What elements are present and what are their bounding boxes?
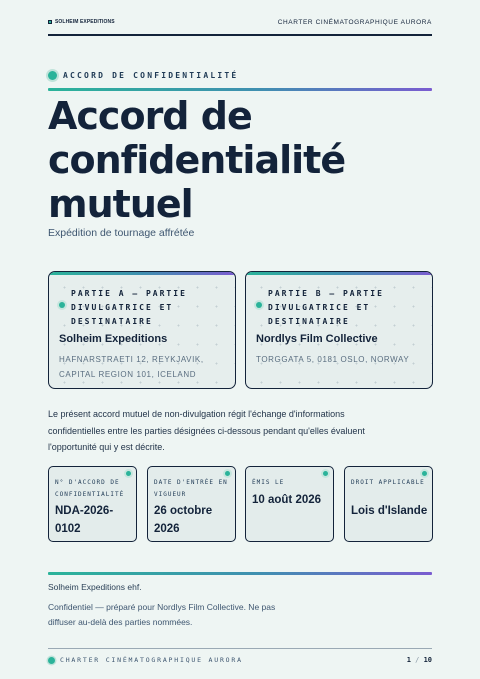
- document-title: Accord de confidentialité mutuel: [48, 94, 346, 226]
- meta-value: 10 août 2026: [252, 494, 322, 506]
- document-subtitle: Expédition de tournage affrétée: [48, 227, 195, 239]
- party-name: Nordlys Film Collective: [256, 333, 378, 345]
- party-role-label: PARTIE B — PARTIE DIVULGATRICE ET DESTINATAIRE: [268, 289, 384, 326]
- document-page: [48, 0, 432, 679]
- confidentiality-notice: Confidentiel — préparé pour Nordlys Film Collective. Ne pas diffuser au-delà des parties nommées.: [48, 602, 276, 627]
- meta-label: N° D'ACCORD DE CONFIDENTIALITÉ: [55, 479, 125, 498]
- meta-dot-icon: [225, 471, 230, 476]
- meta-issued-date: [245, 466, 334, 542]
- eyebrow-label: ACCORD DE CONFIDENTIALITÉ: [63, 71, 239, 80]
- total-pages: 10: [423, 656, 432, 664]
- party-role-label: PARTIE A — PARTIE DIVULGATRICE ET DESTINATAIRE: [71, 289, 187, 326]
- closing-accent-rule: [48, 572, 432, 575]
- party-address: HAFNARSTRAETI 12, REYKJAVIK, CAPITAL REGION 101, ICELAND: [59, 355, 204, 379]
- meta-dot-icon: [422, 471, 427, 476]
- company-legal-name: Solheim Expeditions ehf.: [48, 582, 142, 592]
- party-a-card: [48, 271, 236, 389]
- eyebrow: [48, 71, 238, 80]
- page-number: [407, 656, 432, 664]
- current-page: 1: [406, 656, 411, 664]
- meta-dot-icon: [323, 471, 328, 476]
- brand: [48, 19, 115, 25]
- party-name: Solheim Expeditions: [59, 333, 168, 345]
- brand-name: SOLHEIM EXPEDITIONS: [55, 19, 115, 25]
- footer-brand: [48, 656, 243, 664]
- footer-divider: [48, 648, 432, 649]
- meta-value: NDA-2026-0102: [55, 505, 114, 535]
- meta-value: 26 octobre 2026: [154, 505, 213, 535]
- meta-effective-date: [147, 466, 236, 542]
- brand-logo-icon: [48, 20, 52, 24]
- meta-agreement-number: [48, 466, 137, 542]
- party-dot-icon: [59, 302, 65, 308]
- party-b-card: [245, 271, 433, 389]
- header-project-title: CHARTER CINÉMATOGRAPHIQUE AURORA: [277, 18, 432, 26]
- eyebrow-dot-icon: [48, 71, 57, 80]
- header-divider: [48, 34, 432, 36]
- footer-title: CHARTER CINÉMATOGRAPHIQUE AURORA: [60, 656, 243, 664]
- page-separator: /: [415, 656, 420, 664]
- footer-dot-icon: [48, 657, 55, 664]
- meta-dot-icon: [126, 471, 131, 476]
- party-address: TORGGATA 5, 0181 OSLO, NORWAY: [256, 355, 410, 364]
- meta-value: Lois d'Islande: [351, 505, 428, 517]
- page-footer: [48, 656, 432, 664]
- accent-rule: [48, 88, 432, 91]
- meta-governing-law: [344, 466, 433, 542]
- page-header: [48, 17, 432, 27]
- meta-label: ÉMIS LE: [252, 479, 285, 486]
- meta-label: DROIT APPLICABLE: [351, 479, 425, 486]
- meta-label: DATE D'ENTRÉE EN VIGUEUR: [154, 479, 228, 498]
- intro-paragraph: Le présent accord mutuel de non-divulgation régit l'échange d'informations confidentielles entre les parties désignées ci-dessous pendant qu'elles évaluent l'opportunité qui y est décrite.: [48, 409, 365, 452]
- party-dot-icon: [256, 302, 262, 308]
